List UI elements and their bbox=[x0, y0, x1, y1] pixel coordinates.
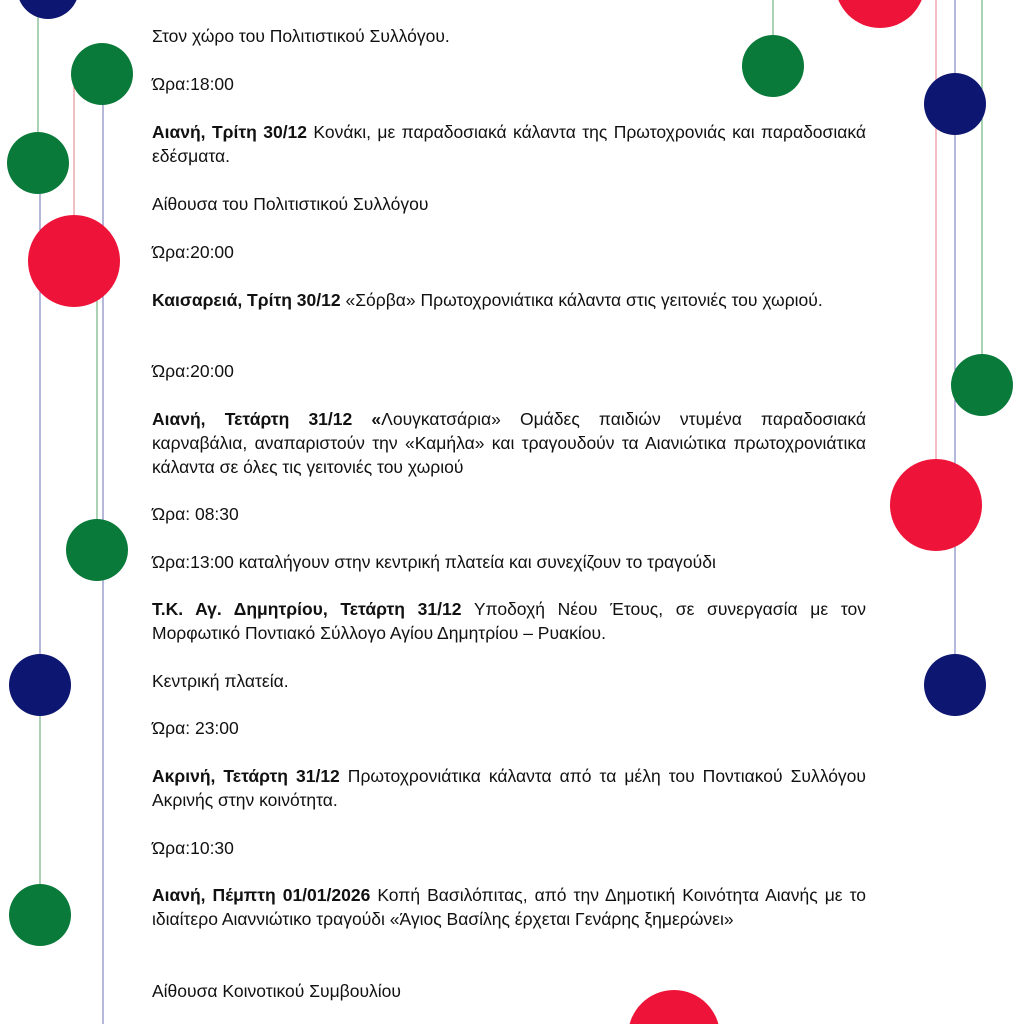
ornament-ball bbox=[951, 354, 1013, 416]
event-entry: Τ.Κ. Αγ. Δημητρίου, Τετάρτη 31/12 Υποδοχή Νέου Έτους, σε συνεργασία με τον Μορφωτικό Ποντιακό Σύλλογο Αγίου Δημητρίου – Ρυακίου. bbox=[152, 599, 867, 643]
event-date: Καισαρειά, Τρίτη 30/12 bbox=[152, 290, 341, 310]
ornament-ball bbox=[924, 654, 986, 716]
ornament-ball bbox=[9, 654, 71, 716]
venue-line: Κεντρική πλατεία. bbox=[152, 671, 289, 691]
event-date: Ακρινή, Τετάρτη 31/12 bbox=[152, 766, 340, 786]
time-line: Ώρα:10:30 bbox=[152, 838, 234, 858]
venue-line: Αίθουσα του Πολιτιστικού Συλλόγου bbox=[152, 194, 429, 214]
time-line: Ώρα:20:00 bbox=[152, 242, 234, 262]
time-line: Ώρα:20:00 bbox=[152, 361, 234, 381]
ornament-ball bbox=[7, 132, 69, 194]
event-date: Τ.Κ. Αγ. Δημητρίου, Τετάρτη 31/12 bbox=[152, 599, 462, 619]
event-date: Αιανή, Τετάρτη 31/12 « bbox=[152, 409, 382, 429]
time-line: Ώρα:18:00 bbox=[152, 74, 234, 94]
time-line: Ώρα: 08:30 bbox=[152, 504, 239, 524]
event-date: Αιανή, Πέμπτη 01/01/2026 bbox=[152, 885, 371, 905]
time-line: Ώρα:13:00 καταλήγουν στην κεντρική πλατεία και συνεχίζουν το τραγούδι bbox=[152, 552, 716, 572]
event-date: Αιανή, Τρίτη 30/12 bbox=[152, 122, 308, 142]
ornament-ball bbox=[71, 43, 133, 105]
ornament-ball bbox=[890, 459, 982, 551]
event-entry: Αιανή, Τετάρτη 31/12 «Λουγκατσάρια» Ομάδες παιδιών ντυμένα παραδοσιακά καρναβάλια, αναπαριστούν την «Καμήλα» και τραγουδούν τα Αιανιώτικα πρωτοχρονιάτικα κάλαντα σε όλες τις γειτονιές του χωριού bbox=[152, 409, 866, 477]
venue-line: Αίθουσα Κοινοτικού Συμβουλίου bbox=[152, 981, 401, 1001]
ornament-ball bbox=[9, 884, 71, 946]
venue-line: Στον χώρο του Πολιτιστικού Συλλόγου. bbox=[152, 26, 450, 46]
time-line: Ώρα: 23:00 bbox=[152, 718, 239, 738]
ornament-ball bbox=[924, 73, 986, 135]
event-entry: Καισαρειά, Τρίτη 30/12 «Σόρβα» Πρωτοχρονιάτικα κάλαντα στις γειτονιές του χωριού. bbox=[152, 290, 823, 310]
ornament-ball bbox=[17, 0, 79, 19]
event-entry: Ακρινή, Τετάρτη 31/12 Πρωτοχρονιάτικα κάλαντα από τα μέλη του Ποντιακού Συλλόγου Ακρινής στην κοινότητα. bbox=[152, 766, 866, 810]
ornament-ball bbox=[28, 215, 120, 307]
ornament-ball bbox=[66, 519, 128, 581]
event-entry: Αιανή, Τρίτη 30/12 Κονάκι, με παραδοσιακά κάλαντα της Πρωτοχρονιάς και παραδοσιακά εδέσματα. bbox=[152, 122, 867, 166]
event-entry: Αιανή, Πέμπτη 01/01/2026 Κοπή Βασιλόπιτας, από την Δημοτική Κοινότητα Αιανής με το ιδιαίτερο Αιαννιώτικο τραγούδι «Άγιος Βασίλης έρχεται Γενάρης ξημερώνει» bbox=[152, 885, 866, 929]
